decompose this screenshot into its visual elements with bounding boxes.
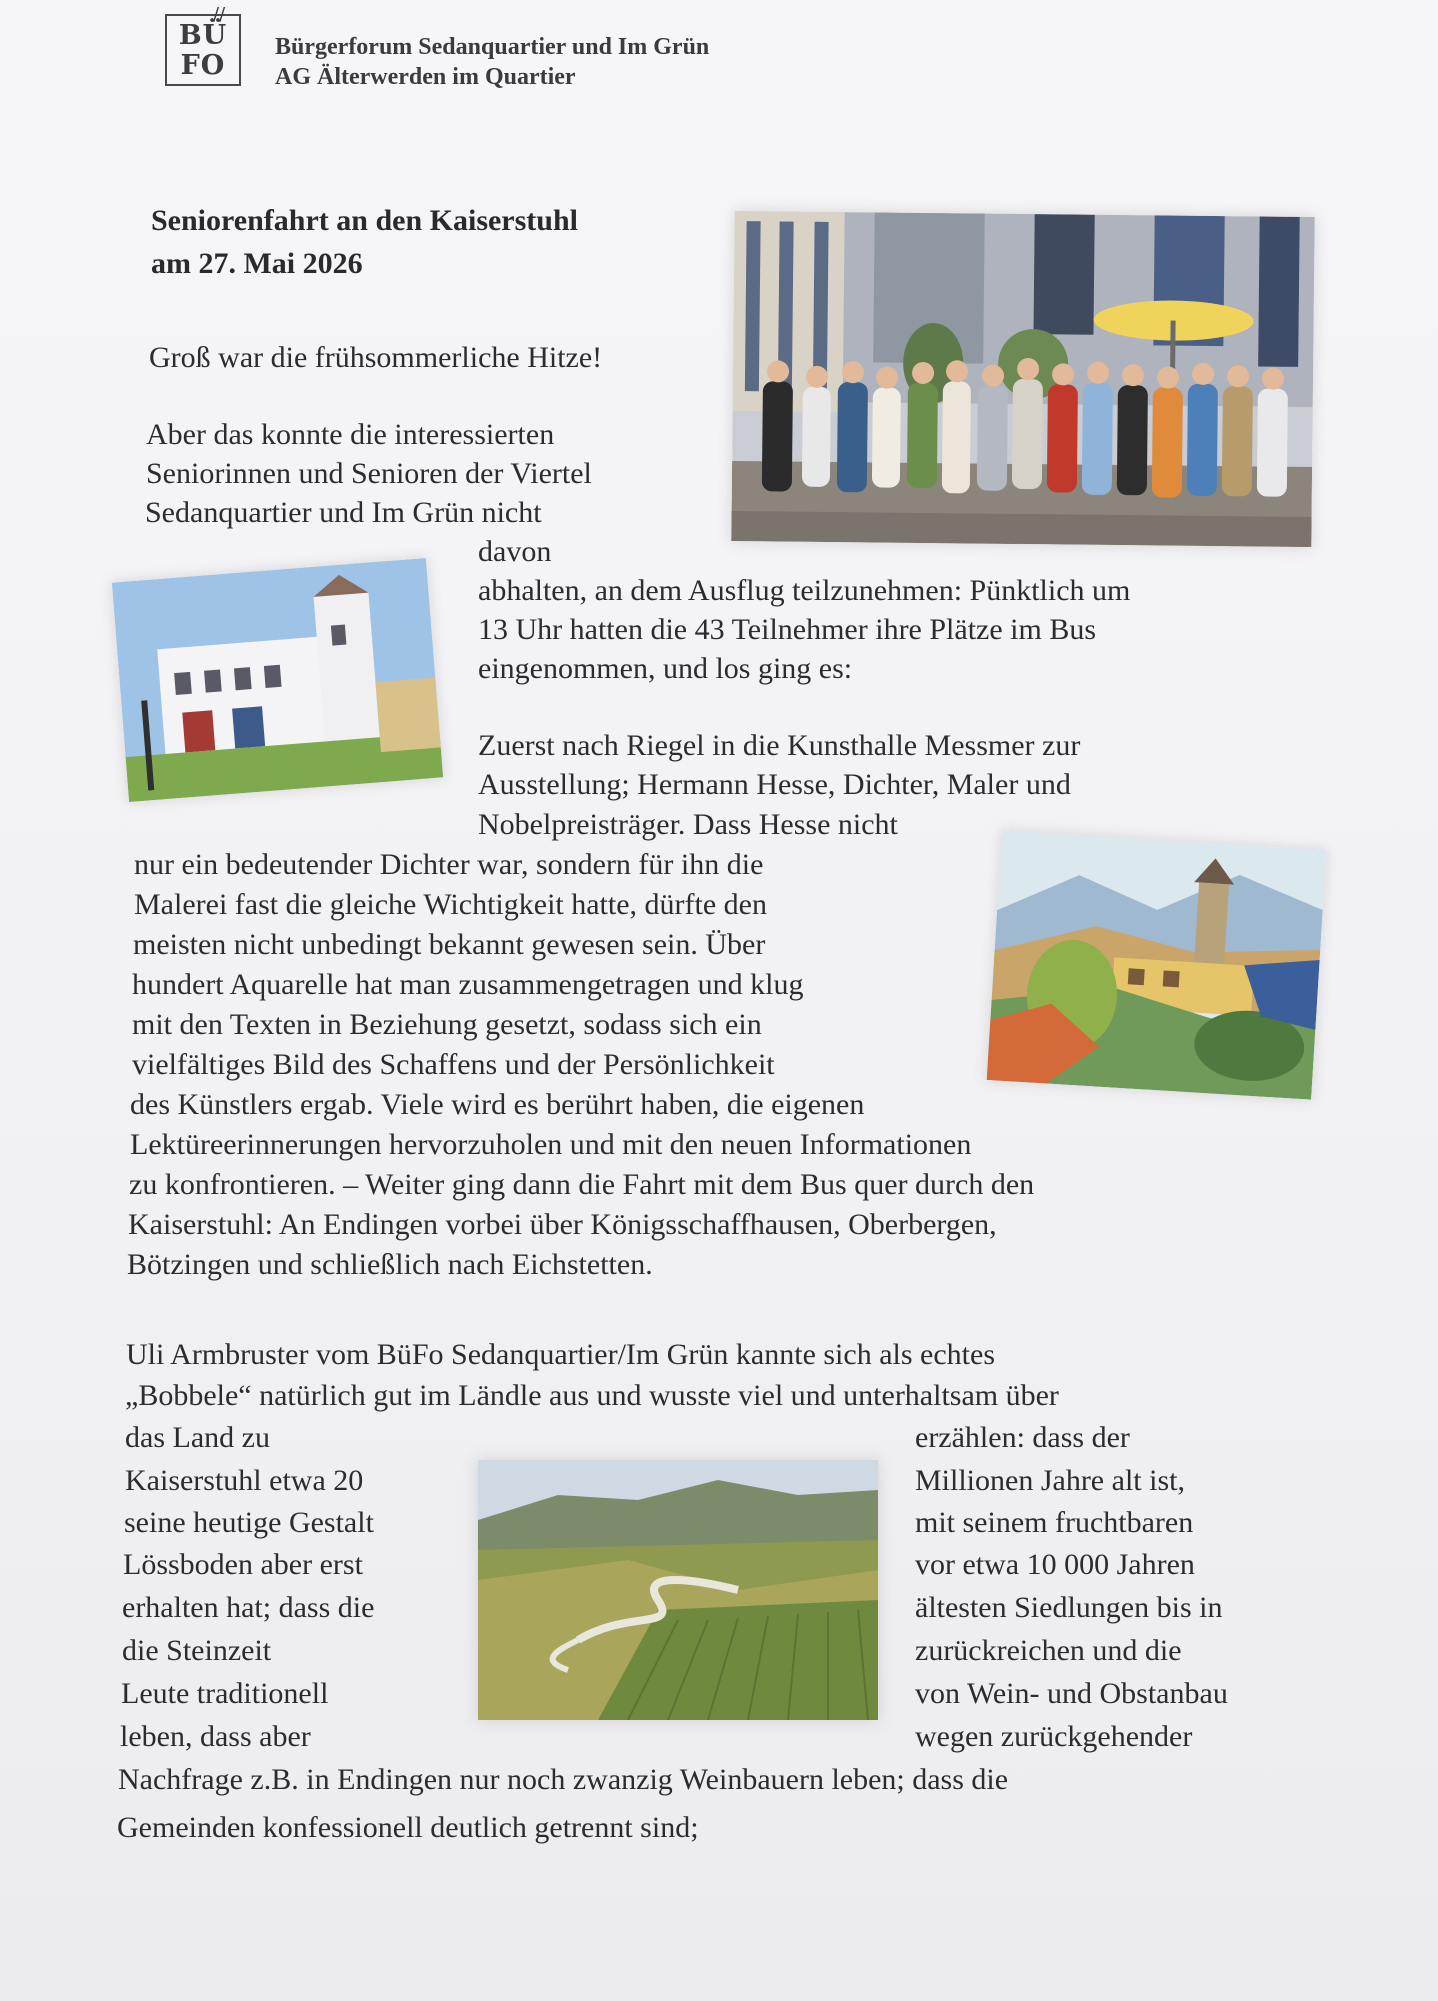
- text-line: Seniorinnen und Senioren der Viertel: [146, 457, 592, 490]
- text-line-right: vor etwa 10 000 Jahren: [915, 1548, 1195, 1581]
- text-line: Bötzingen und schließlich nach Eichstetten.: [127, 1248, 653, 1281]
- text-line: abhalten, an dem Ausflug teilzunehmen: Pünktlich um: [478, 574, 1131, 607]
- text-line: Kaiserstuhl: An Endingen vorbei über Königsschaffhausen, Oberbergen,: [128, 1208, 997, 1241]
- text-line: eingenommen, und los ging es:: [478, 652, 853, 685]
- text-line-left: Kaiserstuhl etwa 20: [125, 1464, 364, 1497]
- text-line-left: seine heutige Gestalt: [124, 1506, 374, 1539]
- text-line-left: leben, dass aber: [120, 1720, 311, 1753]
- text-line: Malerei fast die gleiche Wichtigkeit hatte, dürfte den: [134, 888, 767, 921]
- text-line: „Bobbele“ natürlich gut im Ländle aus und wusste viel und unterhaltsam über: [125, 1379, 1059, 1412]
- text-line: hundert Aquarelle hat man zusammengetragen und klug: [132, 968, 804, 1001]
- text-line: Groß war die frühsommerliche Hitze!: [149, 341, 603, 374]
- article-date: am 27. Mai 2026: [151, 247, 363, 280]
- text-line: Uli Armbruster vom BüFo Sedanquartier/Im Grün kannte sich als echtes: [126, 1338, 995, 1371]
- kunsthalle-photo: [112, 558, 443, 802]
- text-line: davon: [478, 535, 552, 568]
- text-line-right: Millionen Jahre alt ist,: [915, 1464, 1185, 1497]
- text-line: nur ein bedeutender Dichter war, sondern für ihn die: [134, 848, 764, 881]
- logo-accent-mark: //: [213, 4, 226, 25]
- text-line: Lektüreerinnerungen hervorzuholen und mit den neuen Informationen: [130, 1128, 972, 1161]
- text-line: Sedanquartier und Im Grün nicht: [145, 496, 542, 529]
- text-line-right: erzählen: dass der: [915, 1421, 1130, 1454]
- group-photo: [731, 211, 1314, 547]
- text-line: meisten nicht unbedingt bekannt gewesen sein. Über: [133, 928, 766, 961]
- text-line: Aber das konnte die interessierten: [146, 418, 555, 451]
- text-line-right: zurückreichen und die: [915, 1634, 1182, 1667]
- hesse-watercolor-photo: [987, 830, 1327, 1099]
- text-line: Zuerst nach Riegel in die Kunsthalle Messmer zur: [478, 729, 1081, 762]
- text-line-right: von Wein- und Obstanbau: [915, 1677, 1228, 1710]
- text-line-left: das Land zu: [125, 1421, 270, 1454]
- text-line-right: mit seinem fruchtbaren: [915, 1506, 1194, 1539]
- text-line: Gemeinden konfessionell deutlich getrennt sind;: [117, 1811, 699, 1844]
- text-line: vielfältiges Bild des Schaffens und der Persönlichkeit: [132, 1048, 775, 1081]
- text-line-left: Lössboden aber erst: [123, 1548, 363, 1581]
- text-line: 13 Uhr hatten die 43 Teilnehmer ihre Plätze im Bus: [478, 613, 1097, 646]
- bufo-logo: [165, 4, 241, 86]
- text-line-left: Leute traditionell: [121, 1677, 329, 1710]
- text-line-right: ältesten Siedlungen bis in: [915, 1591, 1223, 1624]
- logo-line-2: FO: [180, 50, 226, 81]
- organization-name: Bürgerforum Sedanquartier und Im Grün: [275, 34, 710, 60]
- article-title: Seniorenfahrt an den Kaiserstuhl: [151, 204, 578, 237]
- kaiserstuhl-vineyard-photo: [478, 1460, 878, 1720]
- logo-line-1: BÜ: [178, 20, 228, 51]
- text-line-left: erhalten hat; dass die: [122, 1591, 375, 1624]
- text-line-left: die Steinzeit: [122, 1634, 272, 1667]
- text-line: Ausstellung; Hermann Hesse, Dichter, Maler und: [478, 768, 1071, 801]
- text-line: mit den Texten in Beziehung gesetzt, sodass sich ein: [132, 1008, 762, 1041]
- text-line: zu konfrontieren. – Weiter ging dann die Fahrt mit dem Bus quer durch den: [129, 1168, 1035, 1201]
- text-line: Nobelpreisträger. Dass Hesse nicht: [478, 808, 898, 841]
- text-line-right: wegen zurückgehender: [915, 1720, 1193, 1753]
- text-line: Nachfrage z.B. in Endingen nur noch zwanzig Weinbauern leben; dass die: [118, 1763, 1009, 1796]
- text-line: des Künstlers ergab. Viele wird es berührt haben, die eigenen: [130, 1088, 865, 1121]
- working-group-name: AG Älterwerden im Quartier: [275, 64, 576, 90]
